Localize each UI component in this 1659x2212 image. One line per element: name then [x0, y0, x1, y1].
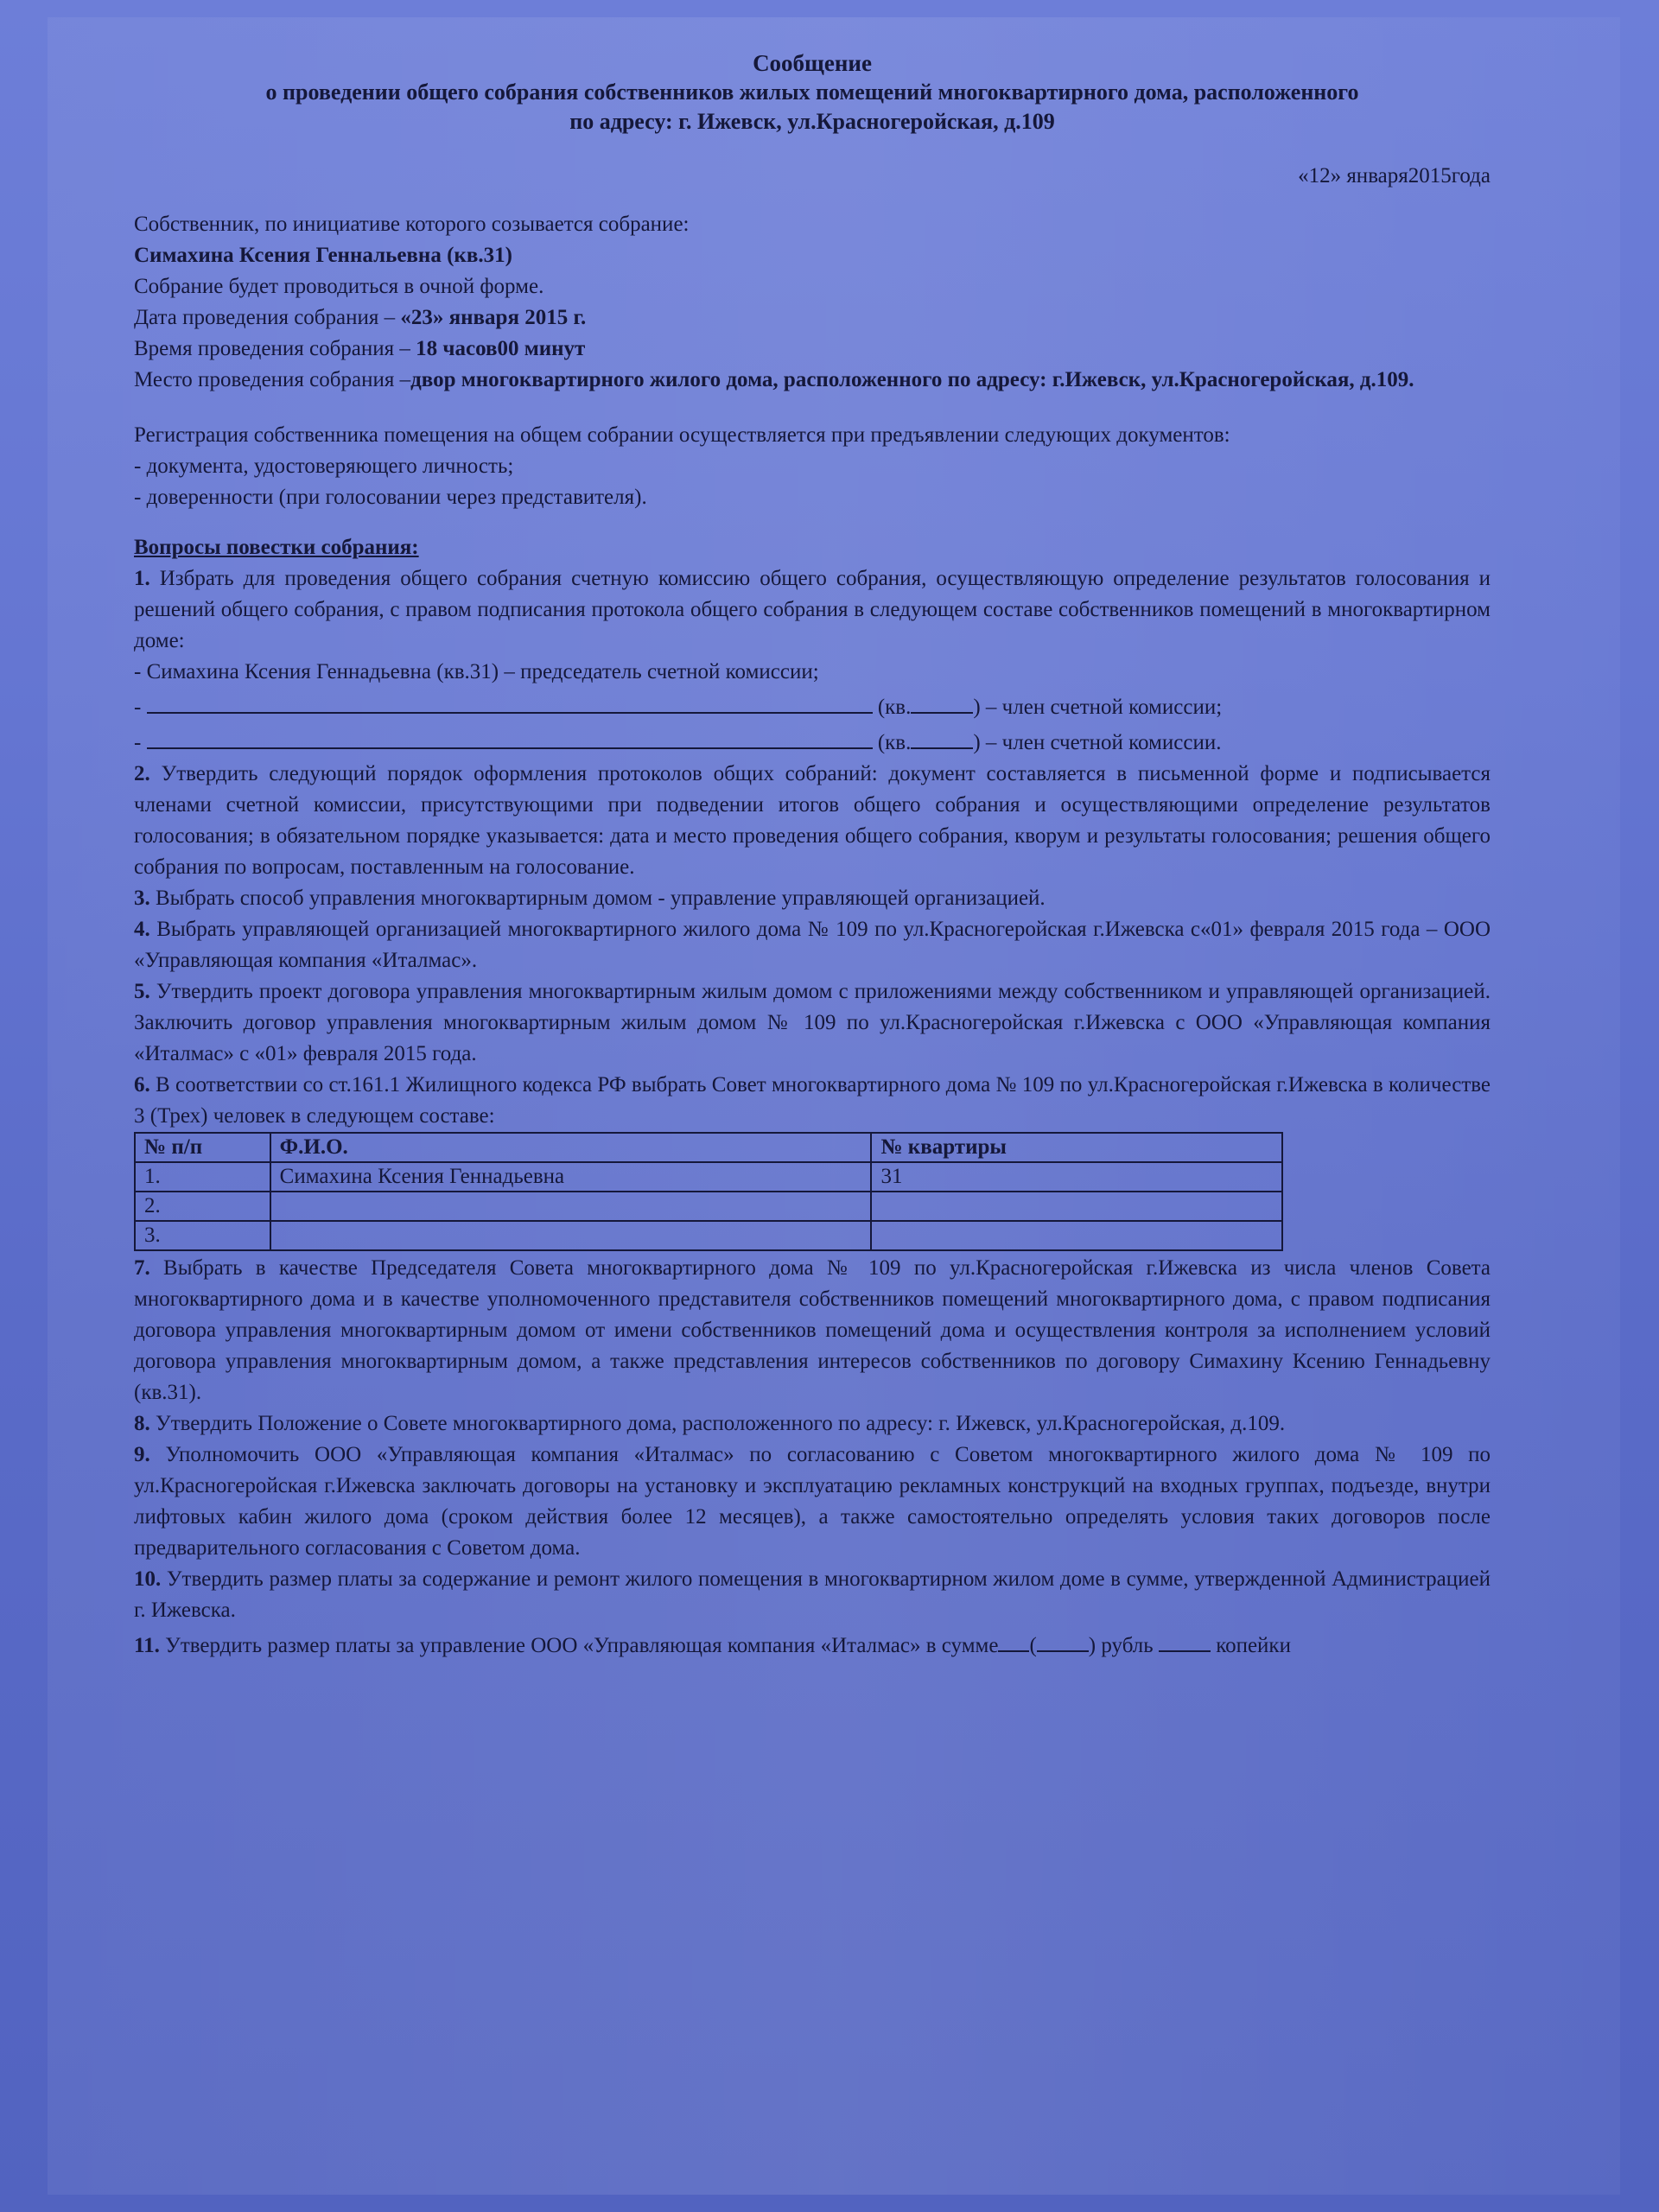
amount-blank	[998, 1626, 1029, 1652]
agenda-item-1	[134, 563, 1491, 657]
meeting-form: Собрание будет проводиться в очной форме.	[134, 275, 544, 298]
agenda-item-text: Уполномочить ООО «Управляющая компания «Италмас» по согласованию с Советом многоквартирного жилого дома № 109 по ул.Красногеройская г.Ижевска заключать договоры на установку и эксплуатацию рекламных конструкций на входных группах, подъезде, внутри лифтовых кабин жилого дома (сроком действия более 12 месяцев), а также самостоятельно определять условия таких договоров после предварительного согласования с Советом дома.	[134, 1443, 1491, 1560]
agenda-item-7	[134, 1253, 1491, 1408]
agenda-item-number: 6.	[134, 1073, 150, 1096]
agenda-item-number: 9.	[134, 1443, 150, 1466]
agenda-item-text: Утвердить размер платы за управление ООО «Управляющая компания «Италмас» в сумме	[165, 1634, 999, 1657]
registration-item: - доверенности (при голосовании через представителя).	[134, 486, 647, 509]
meeting-time-value: 18 часов00 минут	[416, 337, 586, 360]
agenda-item-number: 11.	[134, 1634, 160, 1657]
member-name-blank	[147, 688, 873, 714]
agenda-item-8	[134, 1408, 1491, 1440]
agenda-item-number: 2.	[134, 762, 150, 785]
agenda-item-text: Избрать для проведения общего собрания счетную комиссию общего собрания, осуществляющую определение результатов голосования и решений общего собрания, с правом подписания протокола общего собрания в следующем составе собственников помещений в многоквартирном доме:	[134, 567, 1491, 652]
table-cell: Симахина Ксения Геннадьевна	[270, 1162, 872, 1192]
agenda-item-number: 7.	[134, 1256, 150, 1280]
table-cell: 1.	[135, 1162, 270, 1192]
apartment-label: (кв.	[877, 696, 912, 719]
council-members-table	[134, 1132, 1283, 1251]
counting-commission-member-line	[134, 723, 1491, 759]
agenda-item-6	[134, 1070, 1491, 1132]
meeting-time-label: Время проведения собрания –	[134, 337, 416, 360]
agenda-item-text: Утвердить размер платы за содержание и ремонт жилого помещения в многоквартирном жилом доме в сумме, утвержденной Администрацией г. Ижевска.	[134, 1567, 1491, 1622]
registration-section	[134, 420, 1491, 513]
table-cell	[871, 1192, 1282, 1221]
counting-commission-chair: - Симахина Ксения Геннадьевна (кв.31) – председатель счетной комиссии;	[134, 660, 819, 683]
agenda-item-4	[134, 914, 1491, 976]
agenda-item-text: Утвердить проект договора управления многоквартирным жилым домом с приложениями между собственником и управляющей организацией. Заключить договор управления многоквартирным жилым домом № 109 по ул.Красногеройская г.Ижевска с ООО «Управляющая компания «Италмас» с «01» февраля 2015 года.	[134, 980, 1491, 1065]
table-cell: 3.	[135, 1221, 270, 1250]
kopeck-blank	[1159, 1626, 1211, 1652]
agenda-item-9	[134, 1440, 1491, 1564]
table-header: № квартиры	[871, 1133, 1282, 1162]
agenda-item-number: 3.	[134, 887, 150, 910]
meeting-date-line	[134, 302, 1491, 334]
apartment-blank	[911, 723, 973, 749]
meeting-date-label: Дата проведения собрания –	[134, 306, 401, 329]
counting-commission-member-line	[134, 688, 1491, 723]
agenda-item-3	[134, 883, 1491, 914]
table-header: Ф.И.О.	[270, 1133, 872, 1162]
document-subtitle-line2: по адресу: г. Ижевск, ул.Красногеройская, д.109	[569, 109, 1055, 134]
apartment-blank	[911, 688, 973, 714]
rouble-label: ) рубль	[1088, 1634, 1154, 1657]
meeting-place-line	[134, 365, 1491, 396]
initiator-label: Собственник, по инициативе которого созывается собрание:	[134, 213, 690, 236]
table-cell	[270, 1192, 872, 1221]
meeting-place-value: двор многоквартирного жилого дома, расположенного по адресу: г.Ижевск, ул.Красногеройская, д.109.	[410, 368, 1414, 391]
agenda-item-11	[134, 1626, 1491, 1662]
dash: -	[134, 731, 142, 754]
agenda-item-text: Выбрать управляющей организацией многоквартирного жилого дома № 109 по ул.Красногеройская г.Ижевска с«01» февраля 2015 года – ООО «Управляющая компания «Италмас».	[134, 918, 1491, 972]
agenda-item-text: В соответствии со ст.161.1 Жилищного кодекса РФ выбрать Совет многоквартирного дома № 109 по ул.Красногеройская г.Ижевска в количестве 3 (Трех) человек в следующем составе:	[134, 1073, 1491, 1128]
agenda-item-number: 4.	[134, 918, 150, 941]
amount-words-blank	[1037, 1626, 1089, 1652]
table-row	[135, 1192, 1282, 1221]
meeting-date-value: «23» января 2015 г.	[400, 306, 587, 329]
apartment-label: (кв.	[877, 731, 912, 754]
table-header: № п/п	[135, 1133, 270, 1162]
member-role: ) – член счетной комиссии;	[973, 696, 1223, 719]
table-cell: 2.	[135, 1192, 270, 1221]
meeting-info	[134, 209, 1491, 396]
agenda-item-10	[134, 1564, 1491, 1626]
meeting-time-line	[134, 334, 1491, 365]
agenda-item-number: 1.	[134, 567, 150, 590]
document-date: «12» января2015года	[1298, 164, 1491, 188]
paren: (	[1029, 1634, 1037, 1657]
agenda-item-2	[134, 759, 1491, 883]
agenda-item-number: 5.	[134, 980, 150, 1003]
agenda-item-number: 8.	[134, 1412, 150, 1435]
agenda-list	[134, 563, 1491, 1662]
member-role: ) – член счетной комиссии.	[973, 731, 1222, 754]
kopeck-label: копейки	[1216, 1634, 1291, 1657]
document-title: Сообщение	[753, 50, 872, 76]
agenda-item-5	[134, 976, 1491, 1070]
paper-sheet	[48, 17, 1620, 2195]
agenda-item-text: Выбрать в качестве Председателя Совета многоквартирного дома № 109 по ул.Красногеройская г.Ижевска из числа членов Совета многоквартирного дома и в качестве уполномоченного представителя собственников помещений многоквартирного дома, с правом подписания договора управления многоквартирным домом от имени собственников помещений дома и осуществления контроля за исполнением условий договора управления многоквартирным домом, а также представления интересов собственников по договору Симахину Ксению Геннадьевну (кв.31).	[134, 1256, 1491, 1404]
registration-text: Регистрация собственника помещения на общем собрании осуществляется при предъявлении следующих документов:	[134, 423, 1230, 447]
document-header	[134, 48, 1491, 137]
agenda-heading: Вопросы повестки собрания:	[134, 536, 419, 559]
agenda-item-text: Утвердить Положение о Совете многоквартирного дома, расположенного по адресу: г. Ижевск, ул.Красногеройская, д.109.	[156, 1412, 1286, 1435]
member-name-blank	[147, 723, 873, 749]
table-row	[135, 1221, 1282, 1250]
table-row	[135, 1162, 1282, 1192]
agenda-item-text: Выбрать способ управления многоквартирным домом - управление управляющей организацией.	[156, 887, 1046, 910]
agenda-item-number: 10.	[134, 1567, 162, 1591]
dash: -	[134, 696, 142, 719]
document-subtitle-line1: о проведении общего собрания собственников жилых помещений многоквартирного дома, расположенного	[265, 79, 1359, 105]
registration-item: - документа, удостоверяющего личность;	[134, 454, 514, 478]
table-cell: 31	[871, 1162, 1282, 1192]
meeting-place-label: Место проведения собрания –	[134, 368, 411, 391]
table-header-row	[135, 1133, 1282, 1162]
table-cell	[871, 1221, 1282, 1250]
initiator-name: Симахина Ксения Геннальевна (кв.31)	[134, 244, 512, 267]
notice-document	[134, 48, 1491, 1662]
table-cell	[270, 1221, 872, 1250]
agenda-item-text: Утвердить следующий порядок оформления протоколов общих собраний: документ составляется в письменной форме и подписывается членами счетной комиссии, присутствующими при подведении итогов общего собрания и осуществляющими определение результатов голосования; в обязательном порядке указывается: дата и место проведения общего собрания, кворум и результаты голосования; решения общего собрания по вопросам, поставленным на голосование.	[134, 762, 1491, 879]
